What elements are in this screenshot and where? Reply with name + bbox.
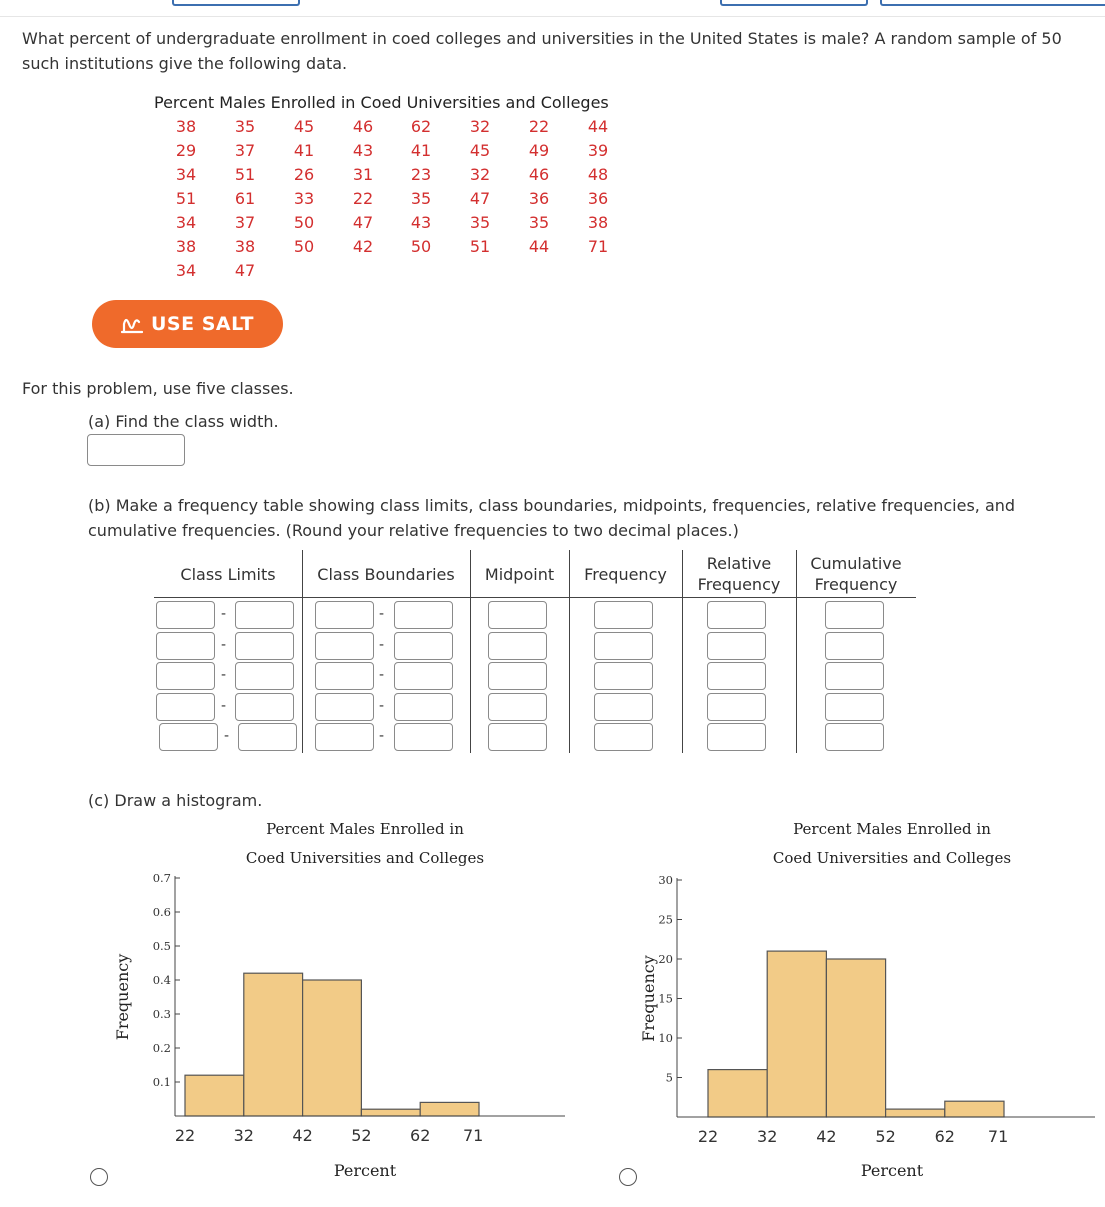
y-tick-label: 10 bbox=[658, 1031, 673, 1045]
x-tick-label: 32 bbox=[757, 1127, 778, 1146]
radio-option-b[interactable] bbox=[619, 1168, 637, 1186]
data-value: 39 bbox=[587, 141, 609, 160]
data-value: 51 bbox=[234, 165, 256, 184]
data-value: 22 bbox=[528, 117, 550, 136]
data-value: 34 bbox=[175, 261, 197, 280]
x-tick-label: 22 bbox=[697, 1127, 719, 1146]
col-divider bbox=[796, 550, 797, 753]
data-value: 50 bbox=[293, 237, 315, 256]
data-value: 47 bbox=[469, 189, 491, 208]
col-divider bbox=[569, 550, 570, 753]
class-upper-boundary-input[interactable] bbox=[394, 662, 453, 690]
data-value: 37 bbox=[234, 213, 256, 232]
y-tick-label: 0.1 bbox=[152, 1075, 171, 1089]
class-lower-boundary-input[interactable] bbox=[315, 723, 374, 751]
histogram-bar bbox=[886, 1109, 945, 1117]
data-value: 22 bbox=[352, 189, 374, 208]
part-b-label: (b) Make a frequency table showing class limits, class boundaries, midpoints, frequencies, relative frequencies, and cumulative frequencies. (Round your relative frequencies to two decimal places.) bbox=[88, 496, 1016, 540]
col-divider bbox=[470, 550, 471, 753]
x-tick-label: 62 bbox=[410, 1126, 431, 1145]
y-tick-label: 0.7 bbox=[152, 871, 171, 885]
data-value: 44 bbox=[587, 117, 609, 136]
y-tick-label: 0.2 bbox=[152, 1041, 171, 1055]
x-axis-label: Percent bbox=[860, 1161, 924, 1180]
chart-title: Percent Males Enrolled in bbox=[266, 820, 464, 838]
class-upper-limit-input[interactable] bbox=[235, 662, 294, 690]
relative-frequency-input[interactable] bbox=[707, 693, 766, 721]
histogram-option-b bbox=[580, 815, 1105, 1203]
data-value: 47 bbox=[352, 213, 374, 232]
data-value: 26 bbox=[293, 165, 315, 184]
cumulative-frequency-input[interactable] bbox=[825, 693, 884, 721]
class-upper-limit-input[interactable] bbox=[238, 723, 297, 751]
histogram-bar bbox=[767, 951, 826, 1117]
relative-frequency-input[interactable] bbox=[707, 662, 766, 690]
data-value: 29 bbox=[175, 141, 197, 160]
histogram-bar bbox=[361, 1109, 420, 1116]
data-value: 36 bbox=[587, 189, 609, 208]
header-class-limits: Class Limits bbox=[180, 565, 276, 584]
histogram-bar bbox=[420, 1102, 479, 1116]
frequency-input[interactable] bbox=[594, 723, 653, 751]
col-divider bbox=[682, 550, 683, 753]
y-axis-label: Frequency bbox=[639, 955, 658, 1042]
class-width-input[interactable] bbox=[87, 434, 185, 466]
header-relative-line2: Frequency bbox=[697, 575, 781, 594]
data-value: 35 bbox=[528, 213, 550, 232]
question-text: What percent of undergraduate enrollment in coed colleges and universities in the United States is male? A random sample of 50 such institutions give the following data. bbox=[22, 29, 1062, 73]
toolbar-tab-right-1[interactable] bbox=[720, 0, 868, 6]
data-value: 71 bbox=[587, 237, 609, 256]
histogram-bar bbox=[826, 959, 885, 1117]
x-tick-label: 71 bbox=[462, 1126, 484, 1145]
x-axis-label: Percent bbox=[333, 1161, 397, 1180]
data-value: 35 bbox=[410, 189, 432, 208]
x-tick-label: 71 bbox=[987, 1127, 1009, 1146]
data-value: 32 bbox=[469, 117, 491, 136]
radio-option-a[interactable] bbox=[90, 1168, 108, 1186]
class-lower-boundary-input[interactable] bbox=[315, 693, 374, 721]
y-tick-label: 5 bbox=[665, 1070, 673, 1085]
data-value: 38 bbox=[175, 237, 197, 256]
histogram-bar bbox=[945, 1101, 1004, 1117]
header-cumulative-frequency bbox=[796, 553, 916, 595]
data-value: 46 bbox=[352, 117, 374, 136]
header-relative-line1: Relative bbox=[706, 554, 772, 573]
data-value: 49 bbox=[528, 141, 550, 160]
data-value: 38 bbox=[587, 213, 609, 232]
cumulative-frequency-input[interactable] bbox=[825, 601, 884, 629]
class-lower-limit-input[interactable] bbox=[156, 693, 215, 721]
class-upper-limit-input[interactable] bbox=[235, 601, 294, 629]
y-tick-label: 0.4 bbox=[152, 973, 171, 987]
range-separator: - bbox=[221, 667, 227, 683]
midpoint-input[interactable] bbox=[488, 601, 547, 629]
data-value: 38 bbox=[234, 237, 256, 256]
class-upper-boundary-input[interactable] bbox=[394, 693, 453, 721]
data-value: 23 bbox=[410, 165, 432, 184]
y-tick-label: 25 bbox=[658, 912, 673, 927]
midpoint-input[interactable] bbox=[488, 632, 547, 660]
relative-frequency-input[interactable] bbox=[707, 723, 766, 751]
class-upper-boundary-input[interactable] bbox=[394, 723, 453, 751]
data-value: 47 bbox=[234, 261, 256, 280]
class-lower-limit-input[interactable] bbox=[159, 723, 218, 751]
salt-icon bbox=[121, 314, 143, 334]
data-value: 50 bbox=[410, 237, 432, 256]
data-value: 43 bbox=[410, 213, 432, 232]
header-relative-frequency bbox=[682, 553, 796, 595]
data-value: 61 bbox=[234, 189, 256, 208]
y-tick-label: 0.3 bbox=[152, 1007, 171, 1021]
class-lower-limit-input[interactable] bbox=[156, 632, 215, 660]
y-tick-label: 30 bbox=[658, 873, 673, 887]
cumulative-frequency-input[interactable] bbox=[825, 662, 884, 690]
relative-frequency-input[interactable] bbox=[707, 601, 766, 629]
midpoint-input[interactable] bbox=[488, 723, 547, 751]
frequency-input[interactable] bbox=[594, 632, 653, 660]
x-tick-label: 52 bbox=[351, 1126, 372, 1145]
frequency-input[interactable] bbox=[594, 662, 653, 690]
data-value: 50 bbox=[293, 213, 315, 232]
header-frequency: Frequency bbox=[584, 565, 667, 584]
class-upper-limit-input[interactable] bbox=[235, 693, 294, 721]
data-value: 35 bbox=[234, 117, 256, 136]
class-upper-boundary-input[interactable] bbox=[394, 632, 453, 660]
x-tick-label: 32 bbox=[233, 1126, 254, 1145]
histogram-b-svg bbox=[580, 815, 1105, 1203]
class-upper-limit-input[interactable] bbox=[235, 632, 294, 660]
part-c-label: (c) Draw a histogram. bbox=[88, 791, 263, 810]
toolbar-tab-right-2[interactable] bbox=[880, 0, 1105, 6]
data-value: 44 bbox=[528, 237, 550, 256]
y-axis-label: Frequency bbox=[113, 953, 132, 1041]
data-value: 34 bbox=[175, 165, 197, 184]
data-value: 41 bbox=[410, 141, 432, 160]
midpoint-input[interactable] bbox=[488, 662, 547, 690]
data-value: 62 bbox=[410, 117, 432, 136]
col-divider bbox=[302, 550, 303, 753]
data-value: 43 bbox=[352, 141, 374, 160]
range-separator: - bbox=[224, 728, 230, 744]
chart-title: Percent Males Enrolled in bbox=[793, 820, 991, 838]
toolbar-tab-left[interactable] bbox=[172, 0, 300, 6]
y-tick-label: 15 bbox=[658, 991, 673, 1006]
histogram-a-svg bbox=[0, 815, 580, 1203]
data-value: 32 bbox=[469, 165, 491, 184]
histogram-bar bbox=[708, 1070, 767, 1117]
range-separator: - bbox=[379, 667, 385, 683]
header-cumulative-line2: Frequency bbox=[814, 575, 898, 594]
midpoint-input[interactable] bbox=[488, 693, 547, 721]
histogram-bar bbox=[244, 973, 303, 1116]
data-value: 51 bbox=[175, 189, 197, 208]
x-tick-label: 42 bbox=[292, 1126, 313, 1145]
data-value: 42 bbox=[352, 237, 374, 256]
header-midpoint: Midpoint bbox=[484, 565, 555, 584]
class-lower-boundary-input[interactable] bbox=[315, 601, 374, 629]
data-value: 35 bbox=[469, 213, 491, 232]
range-separator: - bbox=[379, 697, 385, 714]
data-value: 36 bbox=[528, 189, 550, 208]
histogram-bar bbox=[185, 1075, 244, 1116]
x-tick-label: 22 bbox=[174, 1126, 196, 1145]
header-class-boundaries: Class Boundaries bbox=[317, 565, 455, 584]
range-separator: - bbox=[221, 606, 227, 622]
part-a-label: (a) Find the class width. bbox=[88, 412, 279, 431]
data-value: 45 bbox=[469, 141, 491, 160]
class-upper-boundary-input[interactable] bbox=[394, 601, 453, 629]
data-table-title: Percent Males Enrolled in Coed Universities and Colleges bbox=[154, 93, 609, 112]
header-cumulative-line1: Cumulative bbox=[810, 554, 902, 573]
class-lower-limit-input[interactable] bbox=[156, 601, 215, 629]
class-lower-limit-input[interactable] bbox=[156, 662, 215, 690]
frequency-input[interactable] bbox=[594, 601, 653, 629]
range-separator: - bbox=[379, 636, 385, 653]
data-value: 34 bbox=[175, 213, 197, 232]
range-separator: - bbox=[221, 636, 227, 653]
chart-title: Coed Universities and Colleges bbox=[245, 849, 485, 867]
range-separator: - bbox=[379, 728, 385, 744]
table-header-rule bbox=[154, 597, 916, 598]
instructions-text: For this problem, use five classes. bbox=[22, 379, 294, 398]
x-tick-label: 52 bbox=[875, 1127, 896, 1146]
cumulative-frequency-input[interactable] bbox=[825, 723, 884, 751]
x-tick-label: 62 bbox=[934, 1127, 955, 1146]
y-tick-label: 0.5 bbox=[152, 939, 171, 953]
top-toolbar bbox=[0, 0, 1105, 17]
data-value: 45 bbox=[293, 117, 315, 136]
data-value: 41 bbox=[293, 141, 315, 160]
data-value: 48 bbox=[587, 165, 609, 184]
data-value: 33 bbox=[293, 189, 315, 208]
data-value: 38 bbox=[175, 117, 197, 136]
class-lower-boundary-input[interactable] bbox=[315, 632, 374, 660]
x-tick-label: 42 bbox=[816, 1127, 837, 1146]
data-value: 51 bbox=[469, 237, 491, 256]
y-tick-label: 20 bbox=[658, 952, 673, 966]
data-value: 31 bbox=[352, 165, 374, 184]
relative-frequency-input[interactable] bbox=[707, 632, 766, 660]
use-salt-button[interactable] bbox=[92, 300, 283, 348]
frequency-input[interactable] bbox=[594, 693, 653, 721]
y-tick-label: 0.6 bbox=[152, 905, 171, 919]
histogram-option-a bbox=[0, 815, 580, 1203]
chart-title: Coed Universities and Colleges bbox=[772, 849, 1012, 867]
data-value: 37 bbox=[234, 141, 256, 160]
data-value: 46 bbox=[528, 165, 550, 184]
histogram-bar bbox=[303, 980, 362, 1116]
use-salt-label: USE SALT bbox=[150, 313, 255, 335]
cumulative-frequency-input[interactable] bbox=[825, 632, 884, 660]
class-lower-boundary-input[interactable] bbox=[315, 662, 374, 690]
range-separator: - bbox=[379, 606, 385, 622]
range-separator: - bbox=[221, 697, 227, 714]
